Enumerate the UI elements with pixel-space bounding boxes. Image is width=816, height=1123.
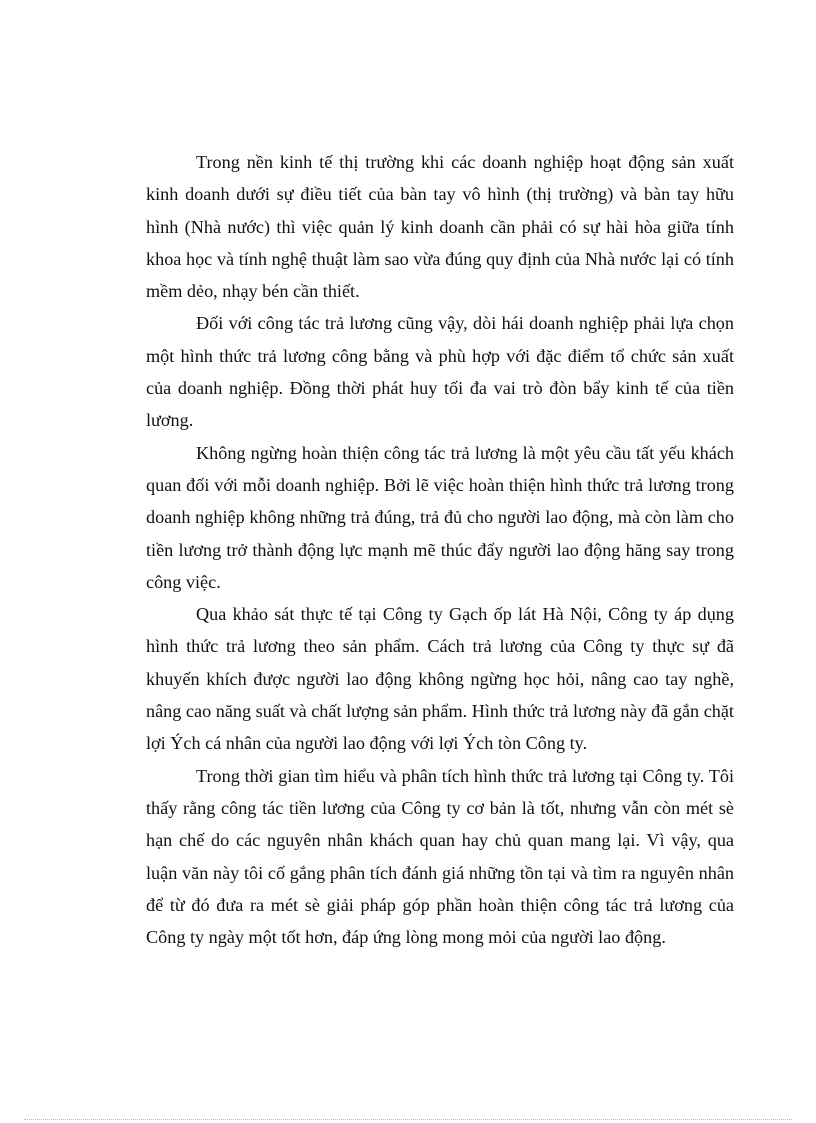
document-body (146, 146, 734, 953)
paragraph-5: Trong thời gian tìm hiểu và phân tích hình thức trả lương tại Công ty. Tôi thấy rằng công tác tiền lương của Công ty cơ bản là tốt, nhưng vẫn còn mét sè hạn chế do các nguyên nhân khách quan hay chủ quan mang lại. Vì vậy, qua luận văn này tôi cố gắng phân tích đánh giá những tồn tại và tìm ra nguyên nhân để từ đó đưa ra mét sè giải pháp góp phần hoàn thiện công tác trả lương của Công ty ngày một tốt hơn, đáp ứng lòng mong mỏi của người lao động. (146, 765, 734, 948)
paragraph-4: Qua khảo sát thực tế tại Công ty Gạch ốp lát Hà Nội, Công ty áp dụng hình thức trả lương theo sản phẩm. Cách trả lương của Công ty thực sự đã khuyến khích được người lao động không ngừng học hỏi, nâng cao tay nghề, nâng cao năng suất và chất lượng sản phẩm. Hình thức trả lương này đã gắn chặt lợi Ých cá nhân của người lao động với lợi Ých tòn Công ty. (146, 604, 734, 754)
page-bottom-divider (24, 1119, 792, 1120)
paragraph-3: Không ngừng hoàn thiện công tác trả lương là một yêu cầu tất yếu khách quan đối với mỗi doanh nghiệp. Bởi lẽ việc hoàn thiện hình thức trả lương trong doanh nghiệp không những trả đúng, trả đủ cho người lao động, mà còn làm cho tiền lương trở thành động lực mạnh mẽ thúc đẩy người lao động hăng say trong công việc. (146, 442, 734, 592)
paragraph-1: Trong nền kinh tế thị trường khi các doanh nghiệp hoạt động sản xuất kinh doanh dưới sự điều tiết của bàn tay vô hình (thị trường) và bàn tay hữu hình (Nhà nước) thì việc quản lý kinh doanh cần phải có sự hài hòa giữa tính khoa học và tính nghệ thuật làm sao vừa đúng quy định của Nhà nước lại có tính mềm dẻo, nhạy bén cần thiết. (146, 152, 734, 302)
paragraph-2: Đối với công tác trả lương cũng vậy, dòi hái doanh nghiệp phải lựa chọn một hình thức trả lương công bằng và phù hợp với đặc điểm tổ chức sản xuất của doanh nghiệp. Đồng thời phát huy tối đa vai trò đòn bẩy kinh tế của tiền lương. (146, 313, 734, 431)
